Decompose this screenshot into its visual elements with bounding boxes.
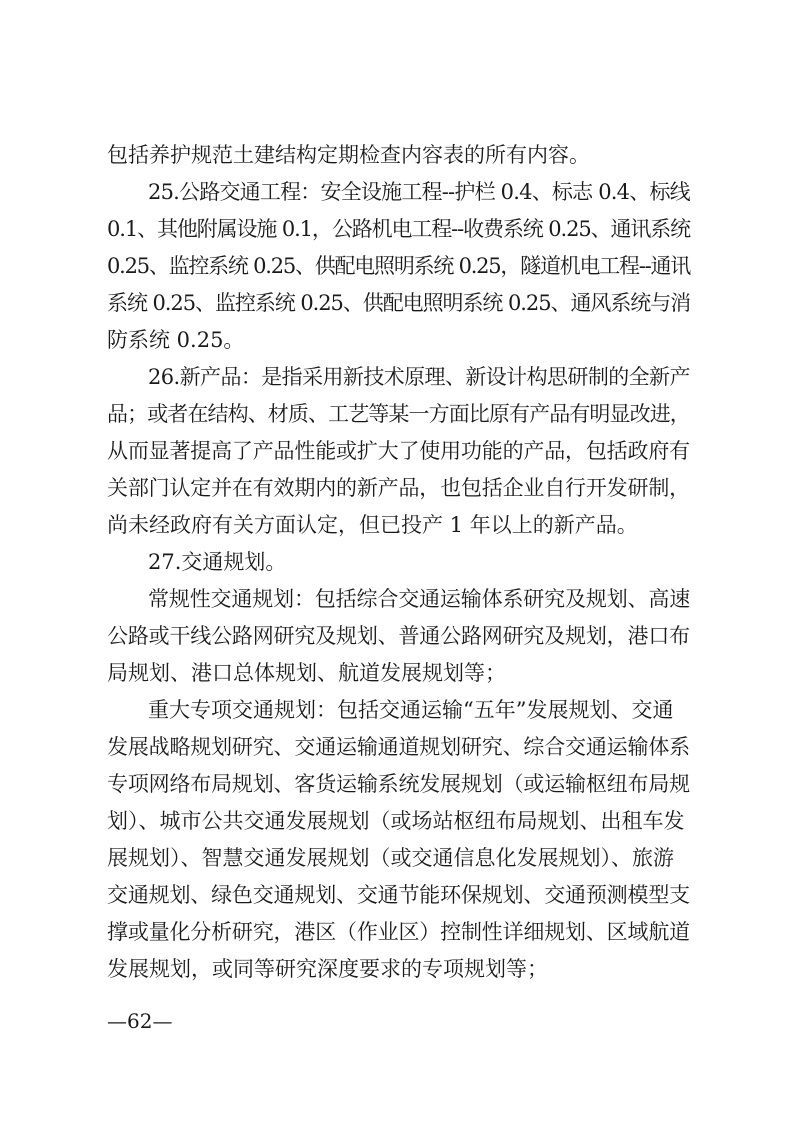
text-line: 发展战略规划研究、交通运输通道规划研究、综合交通运输体系 <box>107 735 690 759</box>
text-line: 26.新产品：是指采用新技术原理、新设计构思研制的全新产 <box>148 365 690 389</box>
text-line: 从而显著提高了产品性能或扩大了使用功能的产品，包括政府有 <box>107 439 690 463</box>
text-line: 包括养护规范土建结构定期检查内容表的所有内容。 <box>107 143 590 167</box>
text-line: 0.25、监控系统 0.25、供配电照明系统 0.25，隧道机电工程--通讯 <box>107 254 691 278</box>
text-line: 0.1、其他附属设施 0.1，公路机电工程--收费系统 0.25、通讯系统 <box>107 217 691 241</box>
text-line: 27.交通规划。 <box>148 550 287 574</box>
text-line: 25.公路交通工程：安全设施工程--护栏 0.4、标志 0.4、标线 <box>148 180 690 204</box>
text-line: 常规性交通规划：包括综合交通运输体系研究及规划、高速 <box>148 587 691 611</box>
text-line: 专项网络布局规划、客货运输系统发展规划（或运输枢纽布局规 <box>107 772 690 796</box>
text-line: 展规划）、智慧交通发展规划（或交通信息化发展规划）、旅游 <box>107 846 674 870</box>
text-line: 关部门认定并在有效期内的新产品，也包括企业自行开发研制， <box>107 476 690 500</box>
text-line: 品；或者在结构、材质、工艺等某一方面比原有产品有明显改进， <box>107 402 690 426</box>
text-line: 发展规划，或同等研究深度要求的专项规划等； <box>107 957 548 981</box>
text-line: 系统 0.25、监控系统 0.25、供配电照明系统 0.25、通风系统与消 <box>107 291 691 315</box>
text-line: 重大专项交通规划：包括交通运输“五年”发展规划、交通 <box>148 698 674 722</box>
text-line: 公路或干线公路网研究及规划、普通公路网研究及规划，港口布 <box>107 624 690 648</box>
text-line: 尚未经政府有关方面认定，但已投产 1 年以上的新产品。 <box>107 513 638 537</box>
text-line: 划）、城市公共交通发展规划（或场站枢纽布局规划、出租车发 <box>107 809 685 833</box>
text-line: 防系统 0.25。 <box>107 328 245 352</box>
text-line: 局规划、港口总体规划、航道发展规划等； <box>107 661 506 685</box>
text-line: 撑或量化分析研究，港区（作业区）控制性详细规划、区域航道 <box>107 920 690 944</box>
page-number: —62— <box>107 1009 173 1033</box>
text-line: 交通规划、绿色交通规划、交通节能环保规划、交通预测模型支 <box>107 883 690 907</box>
